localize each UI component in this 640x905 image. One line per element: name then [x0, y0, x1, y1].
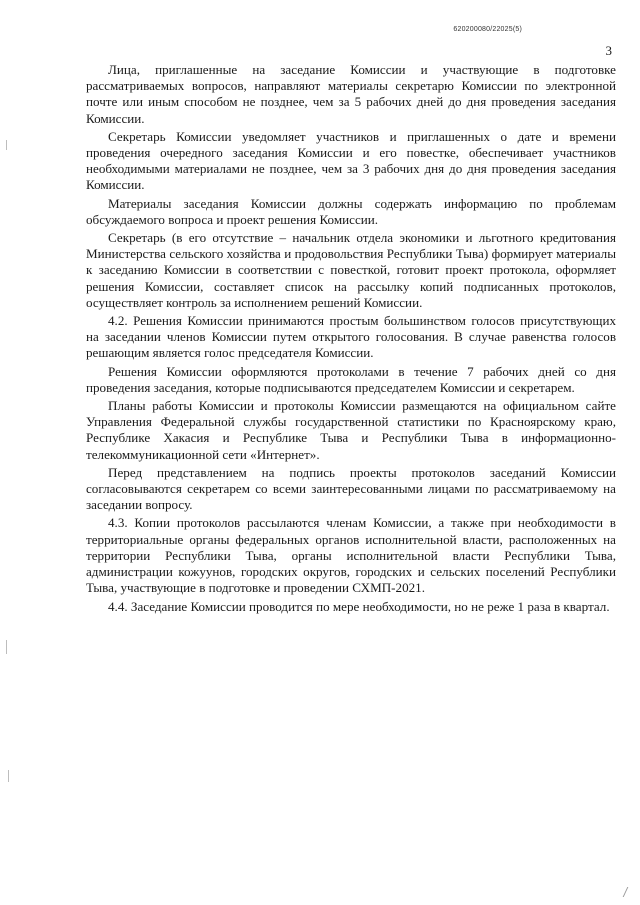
paragraph-4-3-distribution: 4.3. Копии протоколов рассылаются членам Комиссии, а также при необходимости в территориальные органы федеральных органов исполнительной власти, расположенных на территории Республики Тыва, органы исполнительной власти Республики Тыва, администрации кожуунов, городских округов, городских и сельских поселений Республики Тыва, участвующие в подготовке и проведении СХМП-2021. [86, 515, 616, 596]
page-number: 3 [605, 43, 612, 58]
paragraph-secretary-duties: Секретарь (в его отсутствие – начальник отдела экономики и льготного кредитования Министерства сельского хозяйства и продовольствия Республики Тыва) формирует материалы к заседанию Комиссии в соответствии с повесткой, готовит проект протокола, оформляет решения Комиссии, составляет список на рассылку копий подписанных протоколов, осуществляет контроль за исполнением решений Комиссии. [86, 230, 616, 310]
scan-artifact [623, 887, 635, 897]
paragraph-4-2-decisions: 4.2. Решения Комиссии принимаются простым большинством голосов присутствующих на заседании членов Комиссии путем открытого голосования. В случае равенства голосов решающим является голос председателя Комиссии. [86, 313, 616, 361]
paragraph-publication: Планы работы Комиссии и протоколы Комиссии размещаются на официальном сайте Управления Федеральной службы государственной статистики по Красноярскому краю, Республике Хакасия и Республике Тыва и Республики Тыва в информационно-телекоммуникационной сети «Интернет». [86, 398, 616, 462]
paragraph-meeting-materials: Материалы заседания Комиссии должны содержать информацию по проблемам обсуждаемого вопроса и проект решения Комиссии. [86, 195, 616, 227]
document-body [86, 62, 616, 617]
document-code: 620200080/22025(5) [453, 26, 522, 33]
scan-artifact [6, 640, 7, 654]
paragraph-secretary-notification: Секретарь Комиссии уведомляет участников и приглашенных о дате и времени проведения очередного заседания Комиссии и его повестке, обеспечивает участников необходимыми материалами не позднее, чем за 3 рабочих дня до дня проведения заседания Комиссии. [86, 128, 616, 193]
paragraph-materials-submission: Лица, приглашенные на заседание Комиссии и участвующие в подготовке рассматриваемых вопросов, направляют материалы секретарю Комиссии по электронной почте или иным способом не позднее, чем за 5 рабочих дней до дня проведения заседания Комиссии. [86, 62, 616, 126]
paragraph-protocols: Решения Комиссии оформляются протоколами в течение 7 рабочих дней со дня проведения заседания, которые подписываются председателем Комиссии и секретарем. [86, 363, 616, 395]
paragraph-approval: Перед представлением на подпись проекты протоколов заседаний Комиссии согласовываются секретарем со всеми заинтересованными лицами по рассматриваемому на заседании вопросу. [86, 464, 616, 513]
paragraph-4-4-frequency: 4.4. Заседание Комиссии проводится по мере необходимости, но не реже 1 раза в квартал. [108, 598, 610, 614]
scan-artifact [6, 140, 7, 150]
scan-artifact [8, 770, 9, 782]
